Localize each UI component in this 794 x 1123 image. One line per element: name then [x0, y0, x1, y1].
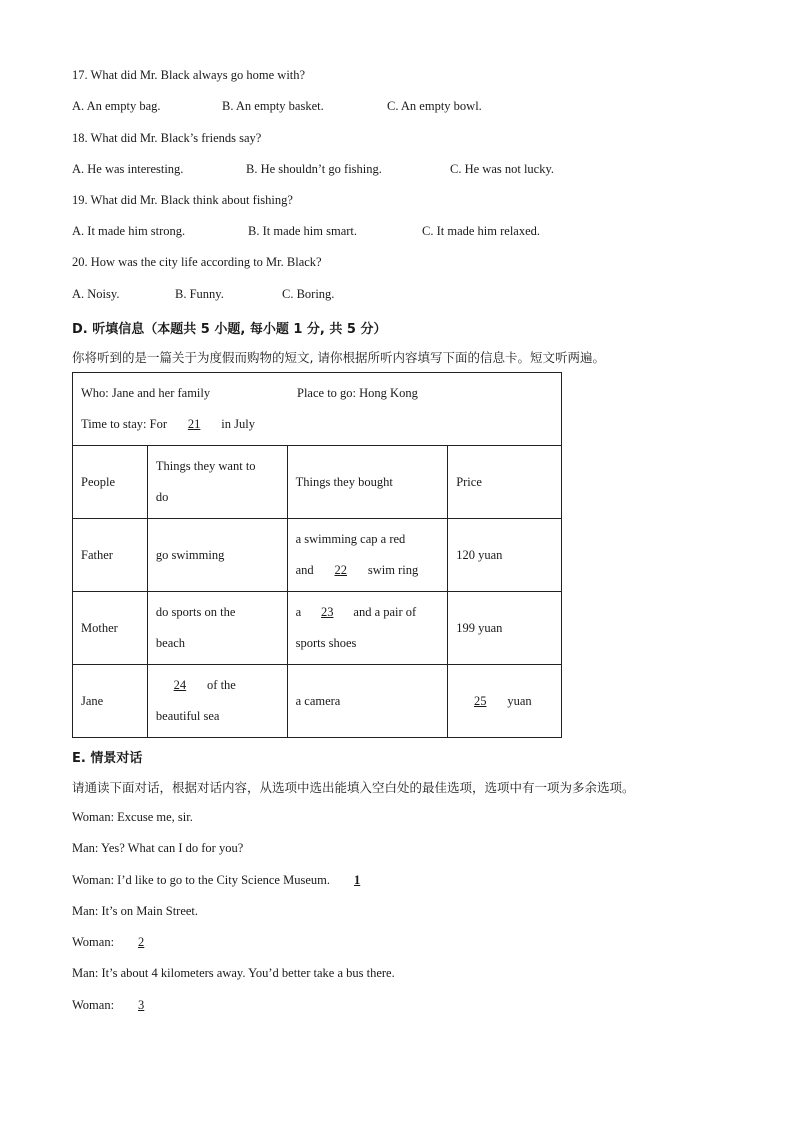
table-row-father [73, 519, 562, 592]
dialogue-line [72, 935, 165, 950]
bought-cell [287, 519, 448, 592]
option-b: B. It made him smart. [248, 224, 358, 238]
header-want-line2: do [155, 490, 169, 504]
want-post: of the [207, 678, 236, 692]
header-people: People [73, 446, 148, 519]
info-card-table [72, 372, 562, 738]
bought-cell [287, 592, 448, 665]
want-line1: do sports on the [155, 605, 236, 619]
want-line2: beach [155, 636, 186, 650]
question-text: 19. What did Mr. Black think about fishing? [72, 193, 293, 207]
want-cell: go swimming [147, 519, 287, 592]
time-suffix: in July [221, 417, 255, 431]
bought-post: and a pair of [353, 605, 417, 619]
bought-line1: a swimming cap a red [295, 532, 406, 546]
person-cell: Mother [73, 592, 148, 665]
question-text: 20. How was the city life according to Mr. Black? [72, 255, 322, 269]
question-text: 18. What did Mr. Black’s friends say? [72, 131, 262, 145]
want-cell [147, 592, 287, 665]
table-row-jane [73, 665, 562, 738]
want-line2: beautiful sea [155, 709, 220, 723]
dialogue-text: Man: It’s on Main Street. [72, 904, 199, 918]
trip-info-cell [73, 373, 562, 446]
blank-24: 24 [173, 678, 187, 692]
section-d-instruction: 你将听到的是一篇关于为度假而购物的短文, 请你根据所听内容填写下面的信息卡。短文听两遍。 [72, 350, 605, 365]
bought-post: swim ring [367, 563, 419, 577]
section-d-heading: D. 听填信息（本题共 5 小题, 每小题 1 分, 共 5 分） [72, 322, 387, 337]
option-b: B. An empty basket. [222, 99, 324, 113]
dialogue-line [72, 998, 165, 1013]
price-cell [448, 665, 562, 738]
blank-3: 3 [138, 998, 145, 1012]
option-a: A. He was interesting. [72, 162, 184, 176]
dialogue-line [72, 873, 381, 888]
option-b: B. Funny. [175, 287, 224, 301]
blank-25: 25 [473, 693, 487, 708]
question-text: 17. What did Mr. Black always go home with? [72, 68, 306, 82]
table-column-headers [73, 446, 562, 519]
table-row-mother [73, 592, 562, 665]
price-cell: 120 yuan [448, 519, 562, 592]
option-c: C. An empty bowl. [387, 99, 482, 113]
dialogue-line [72, 841, 243, 856]
option-a: A. An empty bag. [72, 99, 161, 113]
dialogue-line [72, 904, 198, 919]
time-prefix: Time to stay: For [81, 417, 168, 431]
person-cell: Jane [73, 665, 148, 738]
blank-21: 21 [187, 417, 201, 431]
header-price: Price [448, 446, 562, 519]
who-text: Who: Jane and her family [81, 386, 211, 400]
header-want [147, 446, 287, 519]
option-a: A. It made him strong. [72, 224, 186, 238]
dialogue-line [72, 810, 193, 825]
blank-1: 1 [353, 873, 361, 887]
dialogue-text: Woman: [72, 998, 115, 1012]
person-cell: Father [73, 519, 148, 592]
option-c: C. It made him relaxed. [422, 224, 541, 238]
bought-pre: a [295, 605, 302, 619]
dialogue-text: Man: Yes? What can I do for you? [72, 841, 244, 855]
option-c: C. Boring. [282, 287, 335, 301]
bought-pre: and [295, 563, 314, 577]
dialogue-text: Woman: Excuse me, sir. [72, 810, 193, 824]
header-bought: Things they bought [287, 446, 448, 519]
header-want-line1: Things they want to [155, 459, 256, 473]
blank-2: 2 [138, 935, 145, 949]
want-cell [147, 665, 287, 738]
option-a: A. Noisy. [72, 287, 120, 301]
option-c: C. He was not lucky. [450, 162, 555, 176]
table-header-info-row [73, 373, 562, 446]
price-cell: 199 yuan [448, 592, 562, 665]
blank-22: 22 [334, 563, 348, 577]
dialogue-text: Woman: I’d like to go to the City Science Museum. [72, 873, 330, 887]
place-text: Place to go: Hong Kong [297, 386, 418, 400]
option-b: B. He shouldn’t go fishing. [246, 162, 382, 176]
bought-cell: a camera [287, 665, 448, 738]
section-e-instruction: 请通读下面对话，根据对话内容，从选项中选出能填入空白处的最佳选项，选项中有一项为多余选项。 [72, 780, 635, 795]
price-post: yuan [507, 693, 532, 708]
blank-23: 23 [321, 605, 334, 619]
bought-line2: sports shoes [295, 636, 357, 650]
dialogue-text: Man: It’s about 4 kilometers away. You’d better take a bus there. [72, 966, 395, 980]
dialogue-text: Woman: [72, 935, 115, 949]
section-e-heading: E. 情景对话 [72, 751, 143, 766]
dialogue-line [72, 966, 395, 981]
